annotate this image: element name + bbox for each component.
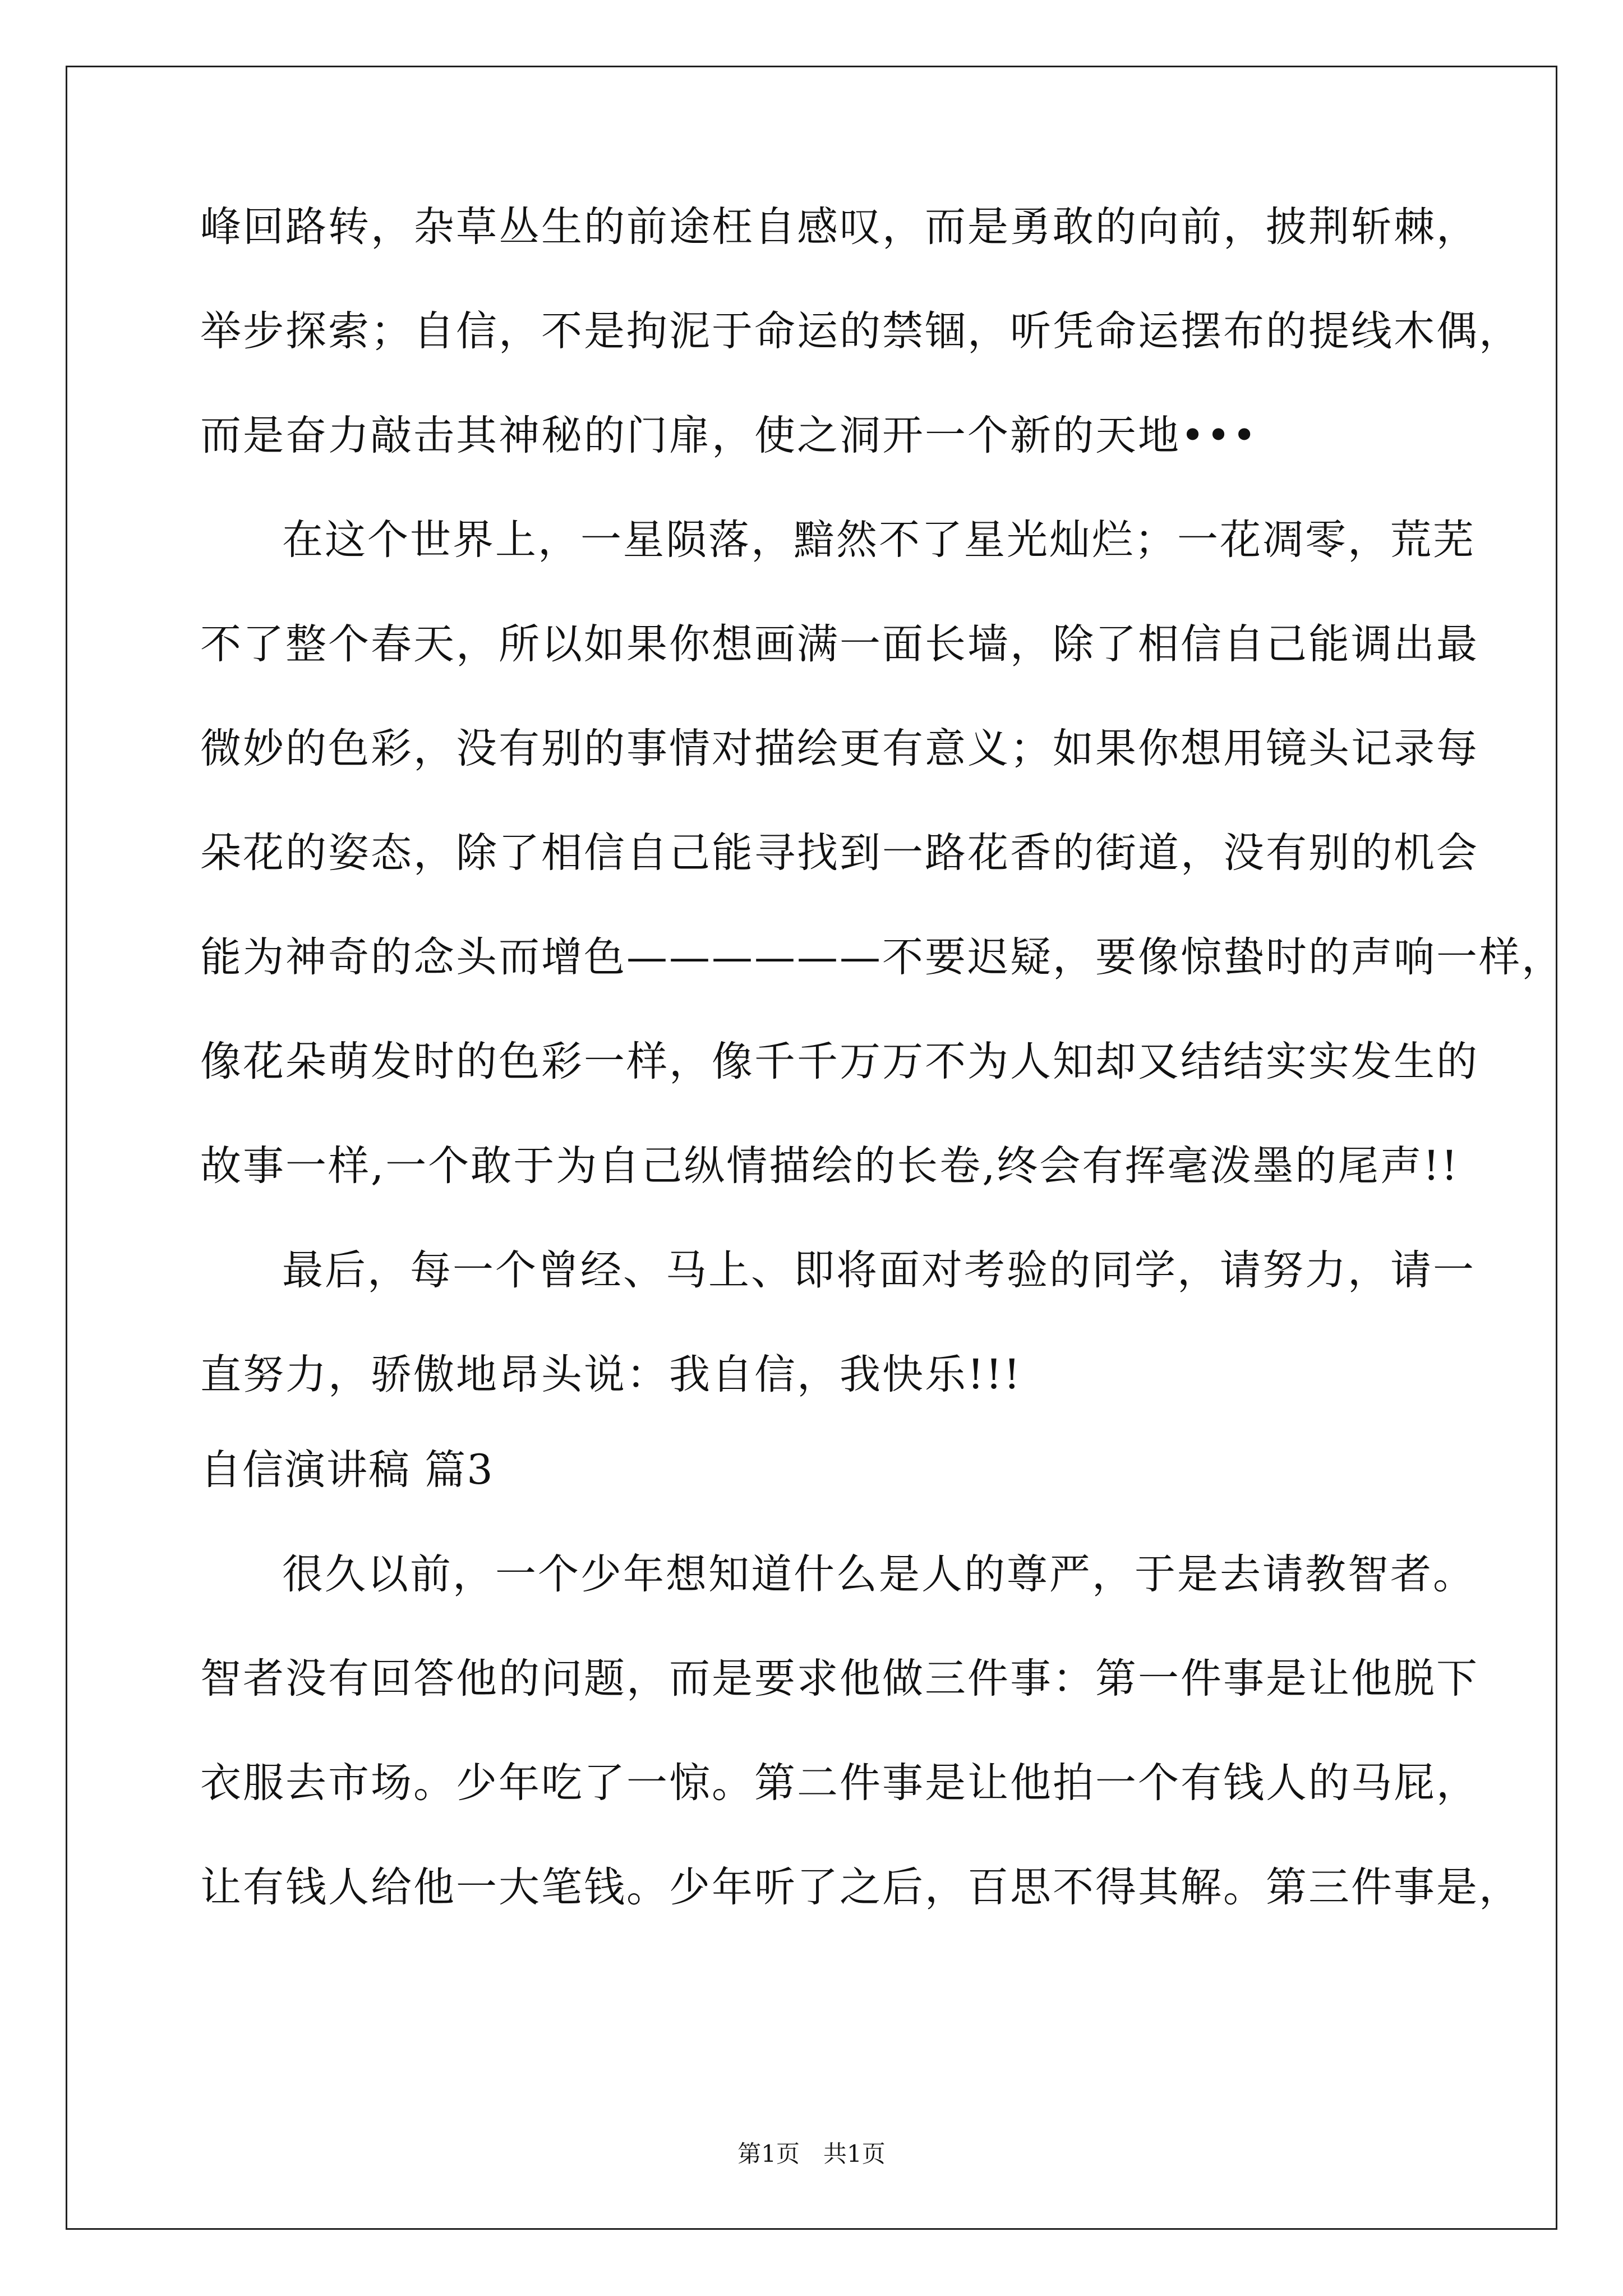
paragraph-first-line: 最后，每一个曾经、马上、即将面对考验的同学，请努力，请一 [282,1246,1476,1294]
text-line: 智者没有回答他的问题，而是要求他做三件事：第一件事是让他脱下 [200,1655,1479,1703]
text-line: 能为神奇的念头而增色——————不要迟疑，要像惊蛰时的声响一样， [200,933,1564,981]
text-line: 让有钱人给他一大笔钱。少年听了之后，百思不得其解。第三件事是， [200,1864,1521,1911]
paragraph-first-line: 很久以前，一个少年想知道什么是人的尊严，于是去请教智者。 [282,1550,1476,1598]
paragraph-first-line: 在这个世界上，一星陨落，黯然不了星光灿烂；一花凋零，荒芜 [282,516,1476,564]
text-line: 而是奋力敲击其神秘的门扉，使之洞开一个新的天地••• [200,412,1258,459]
text-line: 直努力，骄傲地昂头说：我自信，我快乐!!! [200,1351,1022,1398]
text-line: 峰回路转，杂草丛生的前途枉自感叹，而是勇敢的向前，披荆斩棘， [200,203,1479,251]
section-heading: 自信演讲稿 篇3 [200,1446,494,1494]
text-line: 不了整个春天，所以如果你想画满一面长墙，除了相信自己能调出最 [200,620,1479,668]
text-line: 故事一样,一个敢于为自己纵情描绘的长卷,终会有挥毫泼墨的尾声!! [200,1142,1460,1190]
text-line: 举步探索；自信，不是拘泥于命运的禁锢，听凭命运摆布的提线木偶， [200,307,1521,355]
text-line: 微妙的色彩，没有别的事情对描绘更有意义；如果你想用镜头记录每 [200,725,1479,772]
page-footer: 第1页 共1页 [737,2140,886,2168]
text-line: 像花朵萌发时的色彩一样，像千千万万不为人知却又结结实实发生的 [200,1038,1479,1085]
text-line: 朵花的姿态，除了相信自己能寻找到一路花香的街道，没有别的机会 [200,829,1479,877]
text-line: 衣服去市场。少年吃了一惊。第二件事是让他拍一个有钱人的马屁， [200,1759,1479,1807]
